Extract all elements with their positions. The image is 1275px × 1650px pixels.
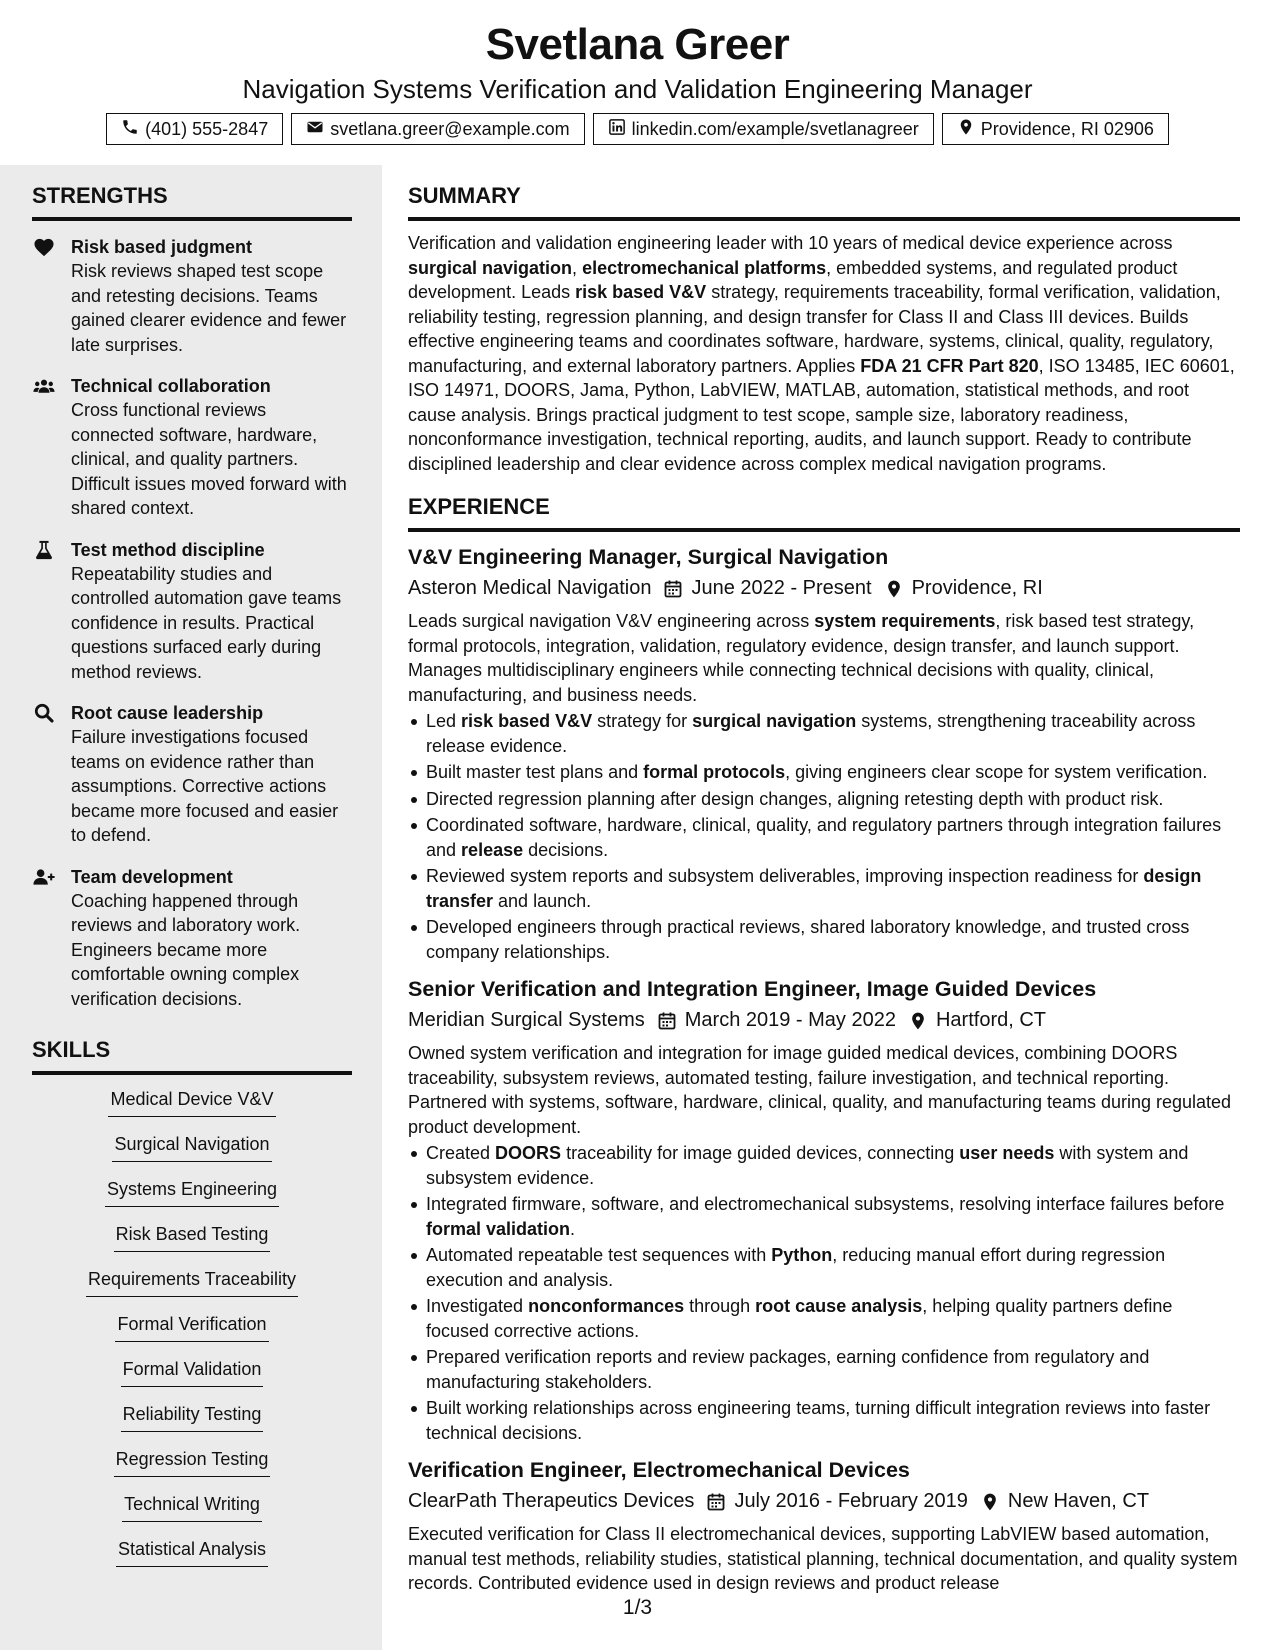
job-meta	[408, 1005, 1240, 1035]
map-pin-icon	[957, 118, 975, 141]
flask-icon	[33, 540, 55, 560]
strength-title: Technical collaboration	[71, 376, 271, 396]
strengths-list	[32, 235, 352, 1011]
job-bullets	[408, 1141, 1240, 1445]
map-pin-icon	[980, 1491, 1000, 1511]
linkedin-icon	[608, 118, 626, 141]
job-meta	[408, 573, 1240, 603]
bullet-item: Investigated nonconformances through root cause analysis, helping quality partners define focused corrective actions.	[408, 1294, 1240, 1343]
page-number: 1/3	[622, 1596, 653, 1619]
contact-phone[interactable]	[106, 113, 283, 145]
job-title: Senior Verification and Integration Engineer, Image Guided Devices	[408, 977, 1097, 1001]
strength-item	[32, 865, 352, 1012]
job-title: Verification Engineer, Electromechanical Devices	[408, 1458, 910, 1482]
job-dates: June 2022 - Present	[691, 577, 872, 599]
skill-tag: Requirements Traceability	[86, 1267, 298, 1297]
job-location: Providence, RI	[911, 577, 1043, 599]
summary-heading: SUMMARY	[408, 183, 1240, 221]
strength-description: Cross functional reviews connected software, hardware, clinical, and quality partners. Difficult issues moved forward with shared context.	[71, 400, 347, 518]
strength-item	[32, 235, 352, 357]
main-content	[408, 183, 1240, 1596]
job-description: Executed verification for Class II electromechanical devices, supporting LabVIEW based automation, manual test methods, reliability studies, statistical planning, technical documentation, and quality system records. Contributed evidence used in design reviews and product release	[408, 1524, 1238, 1593]
bullet-item: Prepared verification reports and review packages, earning confidence from regulatory and manufacturing stakeholders.	[408, 1345, 1240, 1394]
bullet-item: Created DOORS traceability for image guided devices, connecting user needs with system and subsystem evidence.	[408, 1141, 1240, 1190]
strengths-heading: STRENGTHS	[32, 183, 352, 221]
skill-tag: Formal Validation	[121, 1357, 264, 1387]
job-title: V&V Engineering Manager, Surgical Navigation	[408, 545, 889, 569]
strength-description: Risk reviews shaped test scope and retesting decisions. Teams gained clearer evidence and fewer late surprises.	[71, 261, 347, 355]
calendar-icon	[706, 1491, 726, 1511]
job-entry	[408, 542, 1240, 964]
experience-heading: EXPERIENCE	[408, 494, 1240, 532]
bullet-item: Integrated firmware, software, and electromechanical subsystems, resolving interface failures before formal validation.	[408, 1192, 1240, 1241]
bullet-item: Directed regression planning after design changes, aligning retesting depth with product risk.	[408, 787, 1240, 812]
user-plus-icon	[33, 867, 55, 887]
contact-location[interactable]	[942, 113, 1169, 145]
job-meta	[408, 1486, 1240, 1516]
strength-item	[32, 701, 352, 848]
resume-header	[0, 0, 1275, 165]
calendar-icon	[657, 1010, 677, 1030]
job-description: Owned system verification and integration for image guided medical devices, combining DOORS traceability, subsystem reviews, automated testing, failure investigation, and technical reporting. Partnered with systems, software, hardware, clinical, quality, and manufacturing teams during regulated product development.	[408, 1043, 1232, 1137]
users-icon	[33, 376, 55, 396]
skills-heading: SKILLS	[32, 1037, 352, 1075]
strength-item	[32, 374, 352, 521]
strength-title: Root cause leadership	[71, 703, 264, 723]
candidate-title: Navigation Systems Verification and Validation Engineering Manager	[242, 74, 1033, 104]
skill-tag: Formal Verification	[115, 1312, 268, 1342]
skill-tag: Surgical Navigation	[112, 1132, 271, 1162]
skill-tag: Reliability Testing	[121, 1402, 264, 1432]
job-bullets	[408, 709, 1240, 964]
job-description: Leads surgical navigation V&V engineering across system requirements, risk based test strategy, formal protocols, integration, validation, regulatory evidence, design transfer, and launch support. Manages multidisciplinary engineers while connecting technical decisions with quality, clinical, manufacturing, and business needs.	[408, 611, 1195, 705]
heart-icon	[33, 237, 55, 257]
strength-title: Team development	[71, 866, 233, 887]
job-company: Meridian Surgical Systems	[408, 1009, 645, 1031]
job-entry	[408, 1455, 1240, 1596]
strength-description: Repeatability studies and controlled automation gave teams confidence in results. Practical questions surfaced early during method reviews.	[71, 563, 342, 682]
job-company: ClearPath Therapeutics Devices	[408, 1490, 695, 1512]
contact-location-text: Providence, RI 02906	[980, 118, 1154, 139]
bullet-item: Built master test plans and formal protocols, giving engineers clear scope for system verification.	[408, 760, 1240, 785]
bullet-item: Led risk based V&V strategy for surgical navigation systems, strengthening traceability across release evidence.	[408, 709, 1240, 758]
contact-email-text: svetlana.greer@example.com	[330, 118, 570, 139]
sidebar	[0, 165, 382, 1650]
skill-tag: Risk Based Testing	[114, 1222, 271, 1252]
bullet-item: Automated repeatable test sequences with Python, reducing manual effort during regression execution and analysis.	[408, 1243, 1240, 1292]
phone-icon	[121, 118, 139, 141]
skill-tag: Technical Writing	[122, 1492, 262, 1522]
job-location: Hartford, CT	[935, 1009, 1047, 1031]
job-dates: March 2019 - May 2022	[684, 1009, 896, 1031]
skill-tag: Systems Engineering	[105, 1177, 279, 1207]
skill-tag: Statistical Analysis	[116, 1537, 268, 1567]
strength-title: Test method discipline	[71, 539, 265, 560]
map-pin-icon	[908, 1010, 928, 1030]
bullet-item: Coordinated software, hardware, clinical, quality, and regulatory partners through integration failures and release decisions.	[408, 813, 1240, 862]
contact-linkedin-text: linkedin.com/example/svetlanagreer	[631, 118, 919, 139]
job-location: New Haven, CT	[1007, 1490, 1150, 1512]
summary-text: Verification and validation engineering leader with 10 years of medical device experience across surgical navigation, electromechanical platforms, embedded systems, and regulated product development. Leads risk based V&V strategy, requirements traceability, formal verification, validation, reliability testing, regression planning, and design transfer for Class II and Class III devices. Builds effective engineering teams and coordinates software, hardware, systems, clinical, quality, regulatory, manufacturing, and external laboratory partners. Applies FDA 21 CFR Part 820, ISO 13485, IEC 60601, ISO 14971, DOORS, Jama, Python, LabVIEW, MATLAB, automation, statistical methods, and root cause analysis. Brings practical judgment to test scope, sample size, laboratory readiness, nonconformance investigation, technical reporting, audits, and launch support. Ready to contribute disciplined leadership and clear evidence across complex medical navigation programs.	[408, 233, 1235, 474]
strength-item	[32, 538, 352, 685]
bullet-item: Built working relationships across engineering teams, turning difficult integration reviews into faster technical decisions.	[408, 1396, 1240, 1445]
strength-description: Coaching happened through reviews and laboratory work. Engineers became more comfortable owning complex verification decisions.	[71, 890, 301, 1009]
job-dates: July 2016 - February 2019	[734, 1490, 968, 1512]
bullet-item: Reviewed system reports and subsystem deliverables, improving inspection readiness for design transfer and launch.	[408, 864, 1240, 913]
contact-phone-text: (401) 555-2847	[145, 118, 269, 139]
skill-tag: Regression Testing	[114, 1447, 271, 1477]
strength-title: Risk based judgment	[71, 237, 253, 257]
contact-email[interactable]	[291, 113, 584, 145]
strength-description: Failure investigations focused teams on evidence rather than assumptions. Corrective actions became more focused and easier to defend.	[71, 727, 339, 845]
contact-bar	[0, 113, 1275, 145]
map-pin-icon	[884, 578, 904, 598]
bullet-item: Developed engineers through practical reviews, shared laboratory knowledge, and trusted cross company relationships.	[408, 915, 1240, 964]
calendar-icon	[663, 578, 683, 598]
job-company: Asteron Medical Navigation	[408, 577, 652, 599]
magnifier-icon	[33, 703, 55, 723]
job-entry	[408, 974, 1240, 1445]
skills-list	[32, 1087, 352, 1582]
envelope-icon	[306, 118, 324, 141]
contact-linkedin[interactable]	[593, 113, 934, 145]
candidate-name: Svetlana Greer	[485, 20, 790, 69]
skill-tag: Medical Device V&V	[108, 1087, 275, 1117]
